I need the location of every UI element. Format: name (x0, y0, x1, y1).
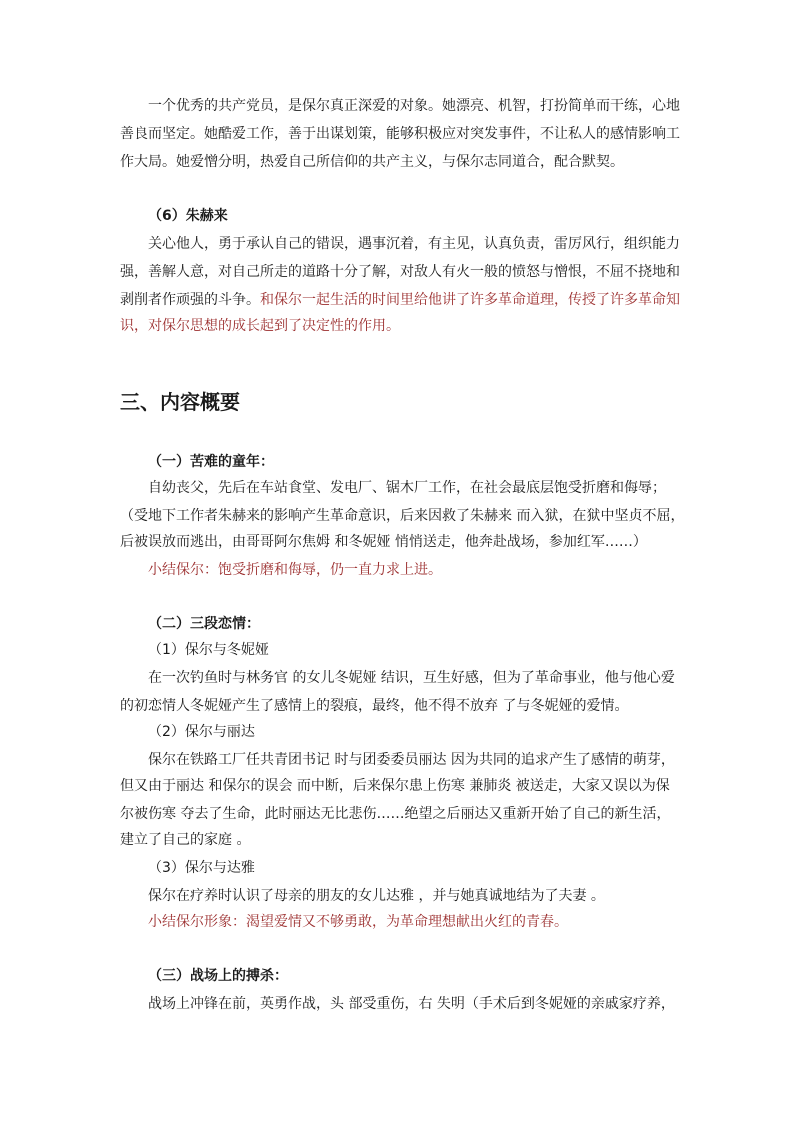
paragraph-line: 建立了自己的家庭 。 (120, 832, 251, 848)
section-heading: 三、内容概要 (120, 390, 240, 414)
character-heading: （6）朱赫来 (148, 208, 228, 224)
love-story-heading: （1）保尔与冬妮娅 (148, 642, 269, 658)
paragraph-line: 善良而坚定。她酷爱工作，善于出谋划策，能够积极应对突发事件，不让私人的感情影响工 (120, 126, 680, 142)
love-story-heading: （2）保尔与丽达 (148, 724, 255, 740)
highlight-line: 识，对保尔思想的成长起到了决定性的作用。 (120, 318, 400, 334)
subsection-title: （三）战场上的搏杀： (148, 968, 288, 984)
summary-line: 小结保尔形象：渴望爱情又不够勇敢，为革命理想献出火红的青春。 (148, 914, 568, 930)
paragraph-line: 一个优秀的共产党员，是保尔真正深爱的对象。她漂亮、机智，打扮简单而干练，心地 (148, 98, 680, 114)
paragraph-line: 尔被伤寒 夺去了生命，此时丽达无比悲伤……绝望之后丽达又重新开始了自己的新生活， (120, 806, 671, 822)
paragraph-line: （受地下工作者朱赫来的影响产生革命意识，后来因救了朱赫来 而入狱，在狱中坚贞不屈， (120, 508, 685, 524)
love-story-heading: （3）保尔与达雅 (148, 860, 255, 876)
paragraph-line: 后被误放而逃出，由哥哥阿尔焦姆 和冬妮娅 悄悄送走，他奔赴战场，参加红军……） (120, 534, 647, 550)
paragraph-line: 作大局。她爱憎分明，热爱自己所信仰的共产主义，与保尔志同道合，配合默契。 (120, 154, 624, 170)
paragraph-line: 在一次钓鱼时与林务官 的女儿冬妮娅 结识，互生好感，但为了革命事业，他与他心爱 (148, 670, 675, 686)
paragraph-line: 但又由于丽达 和保尔的误会 而中断，后来保尔患上伤寒 兼肺炎 被送走，大家又误以为保 (120, 778, 670, 794)
highlight-text: 和保尔一起生活的时间里给他讲了许多革命道理，传授了许多革命知 (260, 292, 680, 308)
paragraph-line: 保尔在疗养时认识了母亲的朋友的女儿达雅 ，并与她真诚地结为了夫妻 。 (148, 888, 605, 904)
paragraph-line (120, 290, 680, 310)
subsection-title: （二）三段恋情： (148, 616, 260, 632)
paragraph-line: 的初恋情人冬妮娅产生了感情上的裂痕，最终，他不得不放弃 了与冬妮娅的爱情。 (120, 698, 629, 714)
subsection-title: （一）苦难的童年： (148, 454, 274, 470)
paragraph-text: 剥削者作顽强的斗争。 (120, 292, 260, 308)
paragraph-line: 战场上冲锋在前，英勇作战，头 部受重伤，右 失明（手术后到冬妮娅的亲戚家疗养， (148, 996, 675, 1012)
paragraph-line: 强，善解人意，对自己所走的道路十分了解，对敌人有火一般的愤怒与憎恨，不屈不挠地和 (120, 264, 680, 280)
paragraph-line: 关心他人，勇于承认自己的错误，遇事沉着，有主见，认真负责，雷厉风行，组织能力 (148, 236, 680, 252)
paragraph-line: 保尔在铁路工厂任共青团书记 时与团委委员丽达 因为共同的追求产生了感情的萌芽， (148, 752, 675, 768)
paragraph-line: 自幼丧父，先后在车站食堂、发电厂、锯木厂工作，在社会最底层饱受折磨和侮辱； (148, 480, 666, 496)
summary-line: 小结保尔：饱受折磨和侮辱，仍一直力求上进。 (148, 562, 442, 578)
